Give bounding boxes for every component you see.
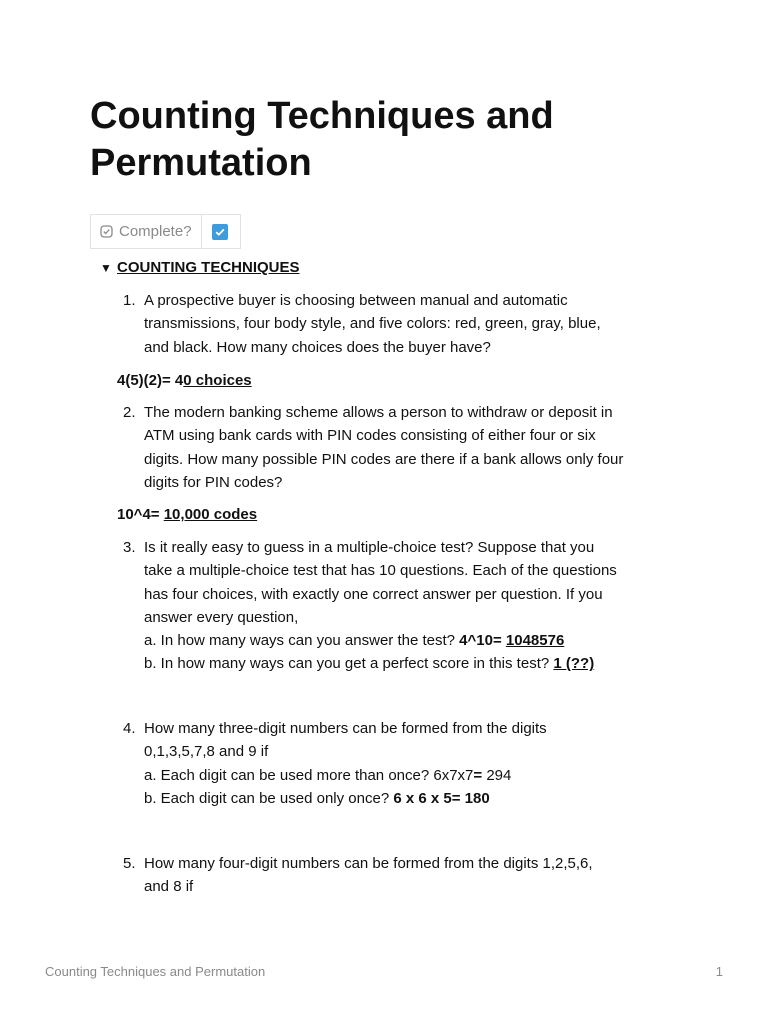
page-number: 1	[715, 964, 723, 979]
question-line: take a multiple-choice test that has 10 questions. Each of the questions	[144, 562, 617, 580]
question-line: How many four-digit numbers can be formed from the digits 1,2,5,6,	[144, 855, 593, 872]
list-number: 4.	[123, 720, 136, 737]
list-item	[117, 852, 632, 899]
question-line: A prospective buyer is choosing between manual and automatic	[144, 292, 568, 309]
answer-underlined: 0 choices	[183, 372, 252, 389]
property-name	[91, 215, 202, 248]
check-icon	[214, 226, 226, 238]
question-line: has four choices, with exactly one correct answer per question. If you	[144, 585, 603, 603]
complete-checkbox[interactable]	[212, 224, 228, 240]
question-line: Is it really easy to guess in a multiple-choice test? Suppose that you	[144, 539, 595, 556]
toggle-counting-techniques[interactable]	[100, 259, 300, 276]
list-number: 3.	[123, 539, 136, 556]
property-value	[202, 215, 240, 248]
question-line: The modern banking scheme allows a person to withdraw or deposit in	[144, 404, 613, 421]
question-part-b: b. Each digit can be used only once? 6 x 6 x 5= 180	[144, 789, 490, 807]
list-item	[117, 289, 632, 359]
list-item	[117, 536, 632, 676]
answer-line	[117, 369, 252, 392]
answer-prefix: 4(5)(2)= 4	[117, 372, 184, 389]
question-line: transmissions, four body style, and five colors: red, green, gray, blue,	[144, 315, 601, 333]
question-part-a: a. Each digit can be used more than once? 6x7x7= 294	[144, 766, 512, 784]
question-line: How many three-digit numbers can be formed from the digits	[144, 720, 547, 737]
list-item	[117, 401, 632, 494]
answer-line	[117, 503, 257, 526]
question-line: and 8 if	[144, 878, 194, 896]
list-item	[117, 717, 632, 810]
list-number: 5.	[123, 855, 136, 872]
property-row-complete	[90, 214, 241, 249]
list-number: 1.	[123, 292, 136, 309]
question-part-a: a. In how many ways can you answer the test? 4^10= 1048576	[144, 632, 565, 650]
property-label: Complete?	[119, 223, 192, 240]
list-number: 2.	[123, 404, 136, 421]
question-line: answer every question,	[144, 608, 299, 626]
caret-down-icon[interactable]: ▼	[100, 260, 112, 275]
question-part-b: b. In how many ways can you get a perfect score in this test? 1 (??)	[144, 655, 595, 673]
answer-underlined: 10,000 codes	[163, 506, 258, 523]
page-title: Counting Techniques and Permutation	[90, 95, 554, 184]
question-line: ATM using bank cards with PIN codes consisting of either four or six	[144, 427, 596, 445]
toggle-title: COUNTING TECHNIQUES	[117, 259, 300, 276]
checkbox-outline-icon	[100, 225, 113, 238]
question-line: digits. How many possible PIN codes are there if a bank allows only four	[144, 450, 624, 468]
question-line: and black. How many choices does the buyer have?	[144, 338, 491, 356]
answer-prefix: 10^4=	[117, 506, 164, 523]
question-line: 0,1,3,5,7,8 and 9 if	[144, 743, 269, 761]
question-line: digits for PIN codes?	[144, 473, 283, 491]
footer-title: Counting Techniques and Permutation	[45, 964, 266, 979]
